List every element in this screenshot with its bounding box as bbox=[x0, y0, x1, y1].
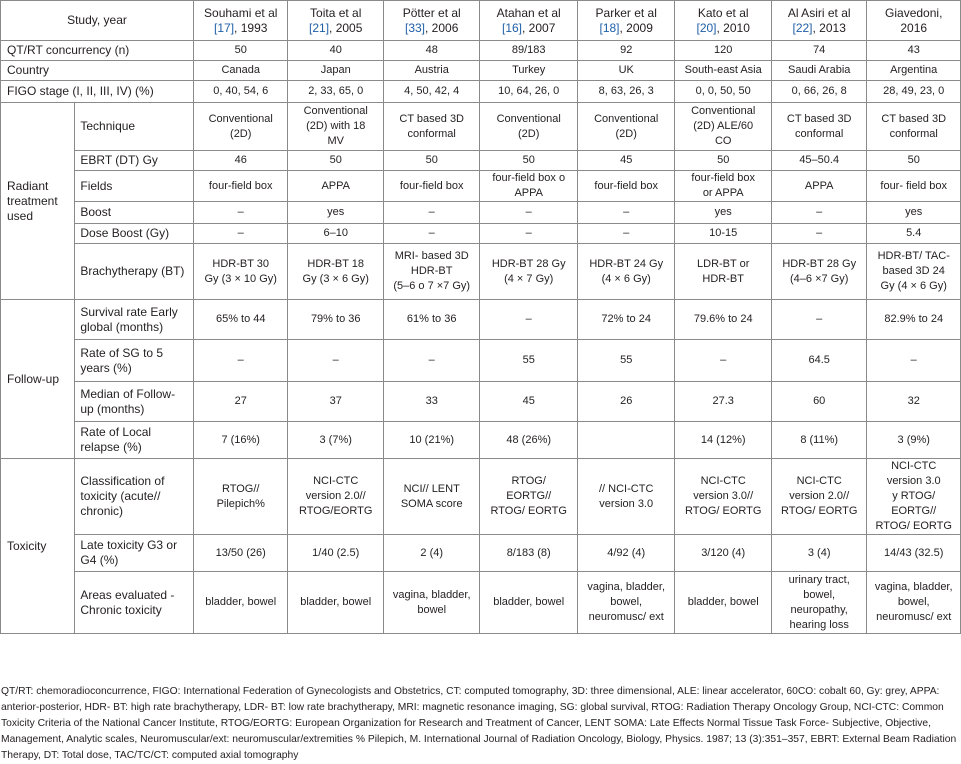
table-row-doseboost bbox=[1, 224, 961, 244]
table-cell: four-field box bbox=[383, 171, 480, 202]
table-cell: 32 bbox=[867, 382, 961, 422]
table-cell: 8/183 (8) bbox=[480, 535, 578, 572]
table-cell: Conventional (2D) bbox=[480, 103, 578, 151]
table-cell: Conventional (2D) bbox=[193, 103, 287, 151]
table-cell: 3/120 (4) bbox=[675, 535, 772, 572]
table-cell: 92 bbox=[577, 41, 675, 61]
study-header bbox=[288, 1, 383, 41]
table-cell: 65% to 44 bbox=[193, 300, 287, 340]
table-cell: APPA bbox=[288, 171, 383, 202]
table-cell: 10-15 bbox=[675, 224, 772, 244]
table-cell: – bbox=[383, 224, 480, 244]
table-cell: vagina, bladder, bowel, neuromusc/ ext bbox=[867, 572, 961, 634]
study-reference-link[interactable]: [17] bbox=[214, 20, 235, 35]
row-label: Fields bbox=[75, 171, 194, 202]
table-cell: – bbox=[771, 300, 866, 340]
header-row bbox=[1, 1, 961, 41]
table-cell: – bbox=[480, 300, 578, 340]
study-header bbox=[383, 1, 480, 41]
study-header bbox=[867, 1, 961, 41]
table-cell: 1/40 (2.5) bbox=[288, 535, 383, 572]
table-cell: – bbox=[480, 202, 578, 224]
table-cell: – bbox=[577, 202, 675, 224]
table-cell: HDR-BT 28 Gy (4 × 7 Gy) bbox=[480, 244, 578, 300]
table-cell: 27.3 bbox=[675, 382, 772, 422]
table-cell: 37 bbox=[288, 382, 383, 422]
row-label: Brachytherapy (BT) bbox=[75, 244, 194, 300]
table-cell: 72% to 24 bbox=[577, 300, 675, 340]
study-year: , 2013 bbox=[812, 20, 846, 35]
table-row-country bbox=[1, 61, 961, 81]
table-cell: NCI-CTC version 3.0 y RTOG/ EORTG// RTOG/ EORTG bbox=[867, 459, 961, 535]
study-header bbox=[675, 1, 772, 41]
study-header bbox=[577, 1, 675, 41]
row-label: FIGO stage (I, II, III, IV) (%) bbox=[1, 81, 194, 103]
study-reference-link[interactable]: [18] bbox=[599, 20, 620, 35]
table-cell: Turkey bbox=[480, 61, 578, 81]
table-cell: 3 (9%) bbox=[867, 422, 961, 459]
study-name: Parker et al bbox=[595, 5, 657, 20]
table-row-local bbox=[1, 422, 961, 459]
table-row-concurrency bbox=[1, 41, 961, 61]
group-label-toxicity: Toxicity bbox=[1, 459, 75, 634]
table-cell: 14 (12%) bbox=[675, 422, 772, 459]
table-cell: HDR-BT 30 Gy (3 × 10 Gy) bbox=[193, 244, 287, 300]
table-cell bbox=[577, 422, 675, 459]
table-cell: 6–10 bbox=[288, 224, 383, 244]
study-reference-link[interactable]: [21] bbox=[309, 20, 330, 35]
table-cell: UK bbox=[577, 61, 675, 81]
table-cell: 48 (26%) bbox=[480, 422, 578, 459]
study-year: , 2009 bbox=[619, 20, 653, 35]
table-cell: NCI// LENT SOMA score bbox=[383, 459, 480, 535]
table-cell: yes bbox=[288, 202, 383, 224]
table-cell: RTOG// Pilepich% bbox=[193, 459, 287, 535]
table-cell: NCI-CTC version 2.0// RTOG/ EORTG bbox=[771, 459, 866, 535]
table-cell: 120 bbox=[675, 41, 772, 61]
table-cell: 10, 64, 26, 0 bbox=[480, 81, 578, 103]
study-year: , 2006 bbox=[425, 20, 459, 35]
table-cell: 8 (11%) bbox=[771, 422, 866, 459]
table-cell: 50 bbox=[288, 151, 383, 171]
table-cell: four-field box or APPA bbox=[675, 171, 772, 202]
table-cell: – bbox=[193, 202, 287, 224]
table-cell: 48 bbox=[383, 41, 480, 61]
table-cell: vagina, bladder, bowel, neuromusc/ ext bbox=[577, 572, 675, 634]
row-label: Rate of Local relapse (%) bbox=[75, 422, 194, 459]
table-cell: – bbox=[577, 224, 675, 244]
study-reference-link[interactable]: [20] bbox=[696, 20, 717, 35]
table-cell: South-east Asia bbox=[675, 61, 772, 81]
table-cell: CT based 3D conformal bbox=[771, 103, 866, 151]
table-cell: yes bbox=[675, 202, 772, 224]
table-cell: CT based 3D conformal bbox=[383, 103, 480, 151]
table-cell: 89/183 bbox=[480, 41, 578, 61]
table-cell: 4/92 (4) bbox=[577, 535, 675, 572]
table-cell: bladder, bowel bbox=[288, 572, 383, 634]
table-row-median bbox=[1, 382, 961, 422]
table-cell: 28, 49, 23, 0 bbox=[867, 81, 961, 103]
table-cell: four-field box bbox=[193, 171, 287, 202]
table-cell: 50 bbox=[193, 41, 287, 61]
table-row-areas bbox=[1, 572, 961, 634]
table-cell: 0, 40, 54, 6 bbox=[193, 81, 287, 103]
table-cell: 79.6% to 24 bbox=[675, 300, 772, 340]
table-cell: 0, 0, 50, 50 bbox=[675, 81, 772, 103]
table-row-figo bbox=[1, 81, 961, 103]
table-cell: bladder, bowel bbox=[480, 572, 578, 634]
table-cell: 5.4 bbox=[867, 224, 961, 244]
table-cell: four- field box bbox=[867, 171, 961, 202]
study-reference-link[interactable]: [33] bbox=[405, 20, 426, 35]
table-cell: 8, 63, 26, 3 bbox=[577, 81, 675, 103]
table-footnote: QT/RT: chemoradioconcurrence, FIGO: International Federation of Gynecologists and Obstetrics, CT: computed tomography, 3D: three dimensional, ALE: linear accelerator, 60CO: cobalt 60, Gy: grey, APPA: anterior-posterior, HDR- BT: high rate brachytherapy, LDR- BT: low rate brachytherapy, MRI: magnetic resonance imaging, SG: global survival, RTOG: Radiation Therapy Oncology Group, NCI-CTC: Common Toxicity Criteria of the National Cancer Institute, RTOG/EORTG: European Organization for Research and Treatment of Cancer, LENT SOMA: Late Effects Normal Tissue Task Force- Subjective, Objective, Management, Analytic scales, Neuromuscular/ext: neuromuscular/extremities % Pilepich, M. International Journal of Radiation Oncology, Biology, Physics. 1987; 13 (3):351–357, EBRT: External Beam Radiation Therapy, DT: Total dose, TAC/TC/CT: computed axial tomography bbox=[1, 686, 957, 761]
table-cell: APPA bbox=[771, 171, 866, 202]
table-cell: – bbox=[193, 224, 287, 244]
table-cell: – bbox=[193, 340, 287, 382]
table-cell: LDR-BT or HDR-BT bbox=[675, 244, 772, 300]
table-cell: 14/43 (32.5) bbox=[867, 535, 961, 572]
study-year: , 2010 bbox=[716, 20, 750, 35]
table-cell: Saudi Arabia bbox=[771, 61, 866, 81]
table-cell: 50 bbox=[867, 151, 961, 171]
table-cell: – bbox=[675, 340, 772, 382]
table-cell: Conventional (2D) bbox=[577, 103, 675, 151]
table-cell: 50 bbox=[480, 151, 578, 171]
row-label: Rate of SG to 5 years (%) bbox=[75, 340, 194, 382]
table-row-late bbox=[1, 535, 961, 572]
study-year: , 2005 bbox=[329, 20, 363, 35]
table-cell: vagina, bladder, bowel bbox=[383, 572, 480, 634]
table-cell: 2 (4) bbox=[383, 535, 480, 572]
row-label: EBRT (DT) Gy bbox=[75, 151, 194, 171]
row-label: Country bbox=[1, 61, 194, 81]
table-cell: 45 bbox=[480, 382, 578, 422]
study-header bbox=[771, 1, 866, 41]
table-cell: 64.5 bbox=[771, 340, 866, 382]
table-cell: NCI-CTC version 3.0// RTOG/ EORTG bbox=[675, 459, 772, 535]
table-cell: 10 (21%) bbox=[383, 422, 480, 459]
study-name: Toita et al bbox=[310, 5, 362, 20]
study-name: Al Asiri et al bbox=[787, 5, 851, 20]
table-cell: 50 bbox=[675, 151, 772, 171]
table-cell: urinary tract, bowel, neuropathy, hearing loss bbox=[771, 572, 866, 634]
table-cell: 55 bbox=[577, 340, 675, 382]
table-cell: NCI-CTC version 2.0// RTOG/EORTG bbox=[288, 459, 383, 535]
table-cell: HDR-BT 24 Gy (4 × 6 Gy) bbox=[577, 244, 675, 300]
study-name: Souhami et al bbox=[204, 5, 278, 20]
header-label: Study, year bbox=[1, 1, 194, 41]
table-cell: – bbox=[771, 224, 866, 244]
table-cell: 43 bbox=[867, 41, 961, 61]
table-cell: 40 bbox=[288, 41, 383, 61]
table-cell: 33 bbox=[383, 382, 480, 422]
table-cell: Austria bbox=[383, 61, 480, 81]
table-cell: HDR-BT 18 Gy (3 × 6 Gy) bbox=[288, 244, 383, 300]
table-row-sg5 bbox=[1, 340, 961, 382]
study-year: , 2007 bbox=[522, 20, 556, 35]
table-row-classification bbox=[1, 459, 961, 535]
table-cell: Japan bbox=[288, 61, 383, 81]
table-cell: 4, 50, 42, 4 bbox=[383, 81, 480, 103]
row-label: Areas evaluated - Chronic toxicity bbox=[75, 572, 194, 634]
table-cell: HDR-BT/ TAC- based 3D 24 Gy (4 × 6 Gy) bbox=[867, 244, 961, 300]
table-row-fields bbox=[1, 171, 961, 202]
study-header bbox=[193, 1, 287, 41]
table-cell: 61% to 36 bbox=[383, 300, 480, 340]
study-name: Pötter et al bbox=[402, 5, 461, 20]
table-cell: CT based 3D conformal bbox=[867, 103, 961, 151]
table-row-boost bbox=[1, 202, 961, 224]
table-cell: – bbox=[867, 340, 961, 382]
study-reference-link[interactable]: [16] bbox=[502, 20, 523, 35]
table-cell: 79% to 36 bbox=[288, 300, 383, 340]
row-label: Technique bbox=[75, 103, 194, 151]
table-cell: Argentina bbox=[867, 61, 961, 81]
table-cell: 0, 66, 26, 8 bbox=[771, 81, 866, 103]
table-cell: – bbox=[383, 202, 480, 224]
row-label: Median of Follow- up (months) bbox=[75, 382, 194, 422]
table-cell: 3 (4) bbox=[771, 535, 866, 572]
table-cell: – bbox=[383, 340, 480, 382]
study-name: Atahan et al bbox=[496, 5, 561, 20]
table-cell: yes bbox=[867, 202, 961, 224]
study-name: Giavedoni, bbox=[885, 5, 943, 20]
table-cell: 60 bbox=[771, 382, 866, 422]
table-cell: 55 bbox=[480, 340, 578, 382]
study-reference-link[interactable]: [22] bbox=[792, 20, 813, 35]
table-cell: MRI- based 3D HDR-BT (5–6 o 7 ×7 Gy) bbox=[383, 244, 480, 300]
table-cell: 82.9% to 24 bbox=[867, 300, 961, 340]
table-cell: // NCI-CTC version 3.0 bbox=[577, 459, 675, 535]
study-year: , 1993 bbox=[234, 20, 268, 35]
table-cell: 45–50.4 bbox=[771, 151, 866, 171]
table-cell: 27 bbox=[193, 382, 287, 422]
table-cell: Conventional (2D) ALE/60 CO bbox=[675, 103, 772, 151]
row-label: QT/RT concurrency (n) bbox=[1, 41, 194, 61]
table-cell: 7 (16%) bbox=[193, 422, 287, 459]
study-header bbox=[480, 1, 578, 41]
table-cell: 2, 33, 65, 0 bbox=[288, 81, 383, 103]
table-cell: HDR-BT 28 Gy (4–6 ×7 Gy) bbox=[771, 244, 866, 300]
table-cell: 13/50 (26) bbox=[193, 535, 287, 572]
table-row-survival bbox=[1, 300, 961, 340]
table-cell: Conventional (2D) with 18 MV bbox=[288, 103, 383, 151]
row-label: Boost bbox=[75, 202, 194, 224]
study-year: 2016 bbox=[900, 20, 928, 35]
table-cell: 26 bbox=[577, 382, 675, 422]
table-cell: bladder, bowel bbox=[193, 572, 287, 634]
table-cell: bladder, bowel bbox=[675, 572, 772, 634]
study-name: Kato et al bbox=[697, 5, 749, 20]
table-cell: 46 bbox=[193, 151, 287, 171]
table-cell: – bbox=[480, 224, 578, 244]
table-cell: 50 bbox=[383, 151, 480, 171]
table-cell: 3 (7%) bbox=[288, 422, 383, 459]
row-label: Survival rate Early global (months) bbox=[75, 300, 194, 340]
table-cell: 45 bbox=[577, 151, 675, 171]
row-label: Dose Boost (Gy) bbox=[75, 224, 194, 244]
group-label-followup: Follow-up bbox=[1, 300, 75, 459]
group-label-radiant: Radiant treatment used bbox=[1, 103, 75, 300]
table-cell: four-field box o APPA bbox=[480, 171, 578, 202]
table-row-technique bbox=[1, 103, 961, 151]
table-cell: – bbox=[771, 202, 866, 224]
table-row-ebrt bbox=[1, 151, 961, 171]
table-cell: Canada bbox=[193, 61, 287, 81]
row-label: Late toxicity G3 or G4 (%) bbox=[75, 535, 194, 572]
table-row-brachy bbox=[1, 244, 961, 300]
table-cell: four-field box bbox=[577, 171, 675, 202]
table-cell: – bbox=[288, 340, 383, 382]
row-label: Classification of toxicity (acute// chronic) bbox=[75, 459, 194, 535]
table-cell: 74 bbox=[771, 41, 866, 61]
table-cell: RTOG/ EORTG// RTOG/ EORTG bbox=[480, 459, 578, 535]
